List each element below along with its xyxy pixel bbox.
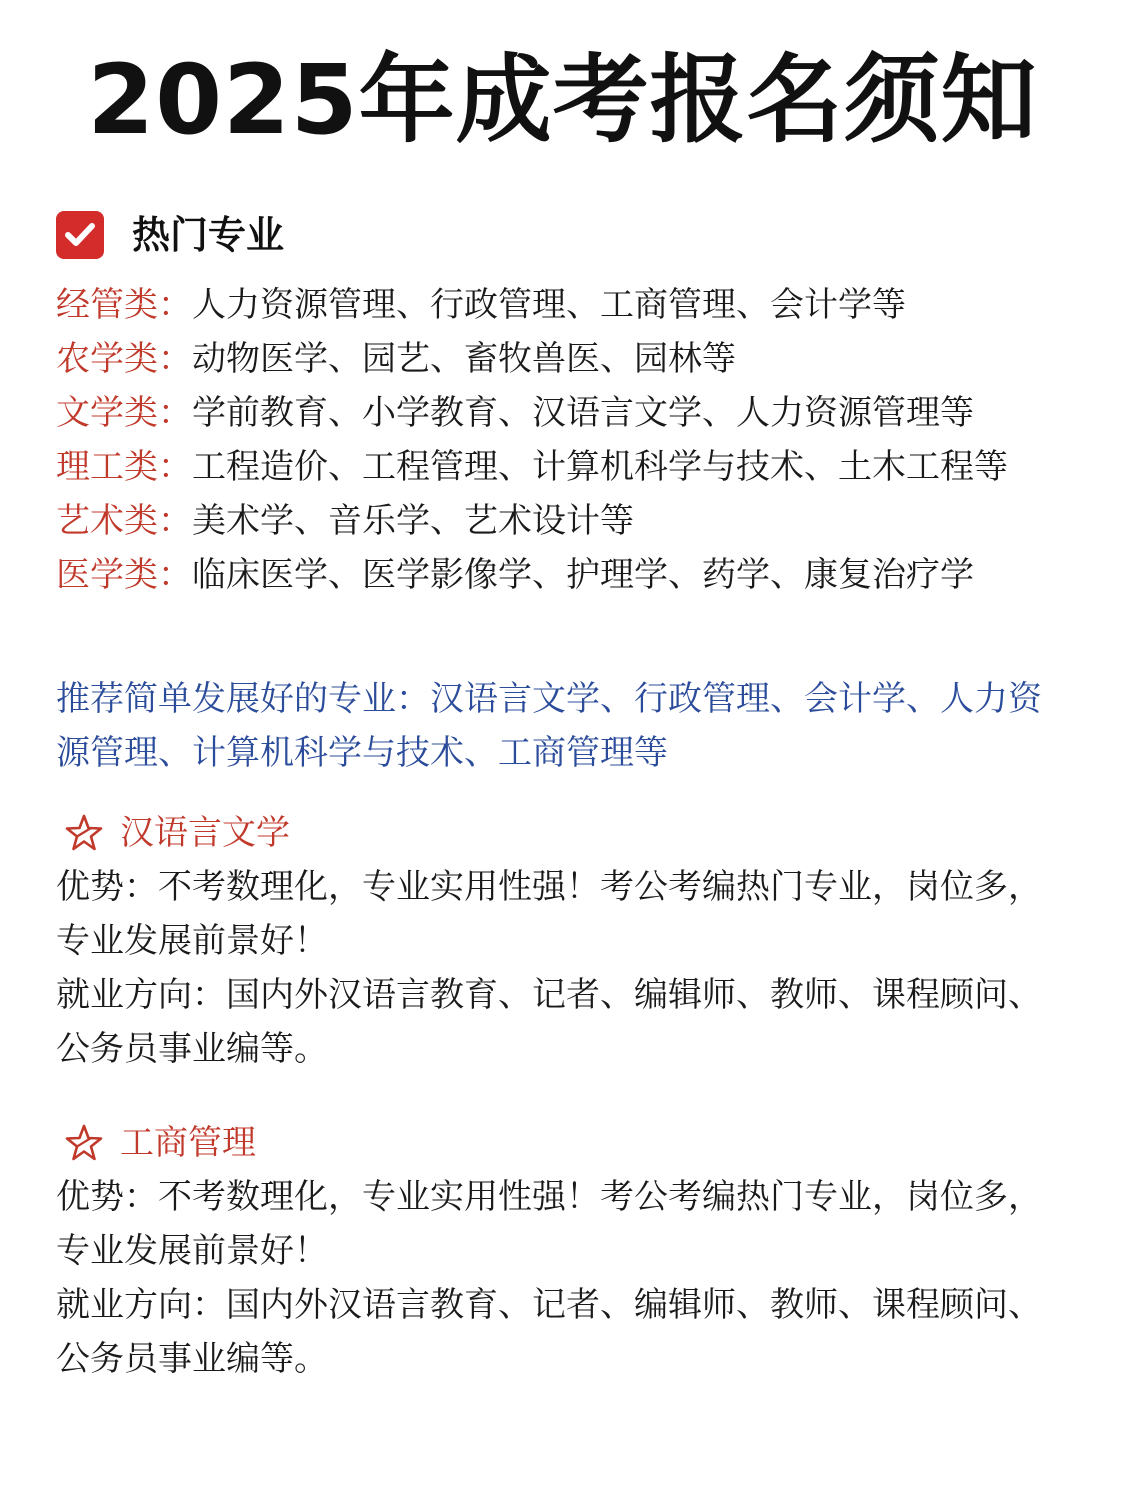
- star-icon: [64, 813, 104, 853]
- section-title: 热门专业: [132, 213, 285, 257]
- major-category-items: 临床医学、医学影像学、护理学、药学、康复治疗学: [192, 555, 974, 595]
- major-category-label: 艺术类：: [56, 501, 192, 541]
- major-category-label: 经管类：: [56, 285, 192, 325]
- block-body: [56, 1170, 1056, 1386]
- major-category-items: 动物医学、园艺、畜牧兽医、园林等: [192, 339, 736, 379]
- career-text: 就业方向：国内外汉语言教育、记者、编辑师、教师、课程顾问、公务员事业编等。: [56, 1285, 1042, 1379]
- major-block-business: [56, 1116, 1056, 1386]
- career-text: 就业方向：国内外汉语言教育、记者、编辑师、教师、课程顾问、公务员事业编等。: [56, 975, 1042, 1069]
- block-title-row: [56, 806, 1056, 860]
- recommend-text: 推荐简单发展好的专业：汉语言文学、行政管理、会计学、人力资源管理、计算机科学与技术、工商管理等: [56, 679, 1042, 773]
- major-category-items: 人力资源管理、行政管理、工商管理、会计学等: [192, 285, 906, 325]
- major-category-items: 美术学、音乐学、艺术设计等: [192, 501, 634, 541]
- block-body: [56, 860, 1056, 1076]
- major-category-label: 文学类：: [56, 393, 192, 433]
- majors-list: [56, 278, 1076, 602]
- major-row: [56, 278, 1076, 332]
- page-title: 2025年成考报名须知: [87, 44, 1038, 156]
- advantage-text: 优势：不考数理化，专业实用性强！考公考编热门专业，岗位多，专业发展前景好！: [56, 1177, 1042, 1271]
- block-title: 汉语言文学: [120, 813, 290, 853]
- star-icon: [64, 1123, 104, 1163]
- major-row: [56, 440, 1076, 494]
- major-category-label: 理工类：: [56, 447, 192, 487]
- major-category-label: 农学类：: [56, 339, 192, 379]
- block-title: 工商管理: [120, 1123, 256, 1163]
- major-row: [56, 548, 1076, 602]
- section-header: [56, 208, 284, 262]
- major-row: [56, 494, 1076, 548]
- major-category-items: 学前教育、小学教育、汉语言文学、人力资源管理等: [192, 393, 974, 433]
- advantage-text: 优势：不考数理化，专业实用性强！考公考编热门专业，岗位多，专业发展前景好！: [56, 867, 1042, 961]
- major-row: [56, 386, 1076, 440]
- major-row: [56, 332, 1076, 386]
- block-title-row: [56, 1116, 1056, 1170]
- major-category-items: 工程造价、工程管理、计算机科学与技术、土木工程等: [192, 447, 1008, 487]
- major-category-label: 医学类：: [56, 555, 192, 595]
- major-block-chinese: [56, 806, 1056, 1076]
- check-box-icon: [56, 211, 104, 259]
